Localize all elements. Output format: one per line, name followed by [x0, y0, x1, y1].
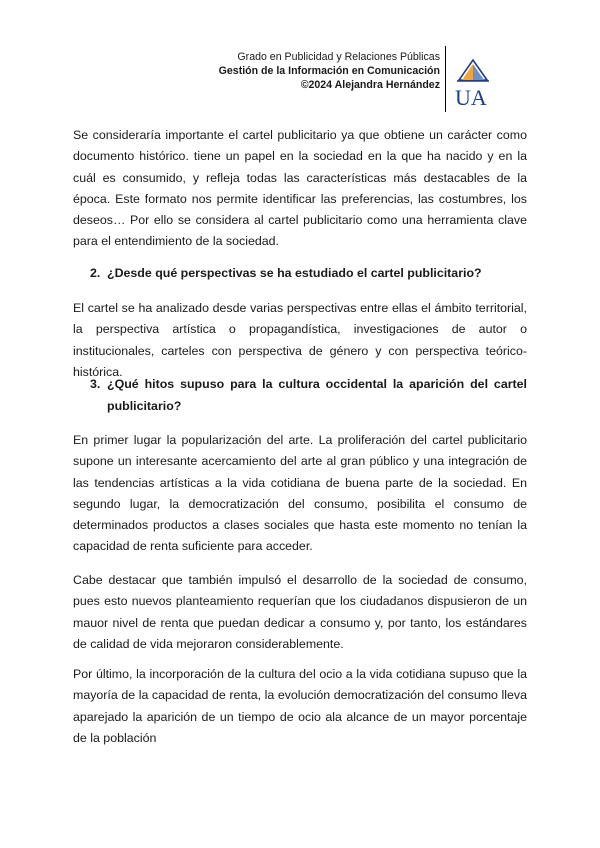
section-heading-3: [90, 374, 527, 417]
heading-text: ¿Desde qué perspectivas se ha estudiado el cartel publicitario?: [107, 266, 482, 280]
header-divider: [445, 46, 446, 112]
university-logo-text: UA: [455, 85, 487, 110]
heading-number: 3.: [90, 377, 101, 391]
paragraph-1: Se consideraría importante el cartel publicitario ya que obtiene un carácter como documento histórico. tiene un papel en la sociedad en la que ha nacido y en la cuál es consumido, y refleja todas las características más destacables de la época. Este formato nos permite identificar las preferencias, las costumbres, los deseos… Por ello se considera al cartel publicitario como una herramienta clave para el entendimiento de la sociedad.: [73, 128, 527, 249]
section-heading-2: [90, 263, 527, 285]
heading-text: ¿Qué hitos supuso para la cultura occidental la aparición del cartel publicitario?: [107, 377, 527, 413]
header-course: Gestión de la Información en Comunicación: [218, 65, 440, 77]
paragraph-5: Por último, la incorporación de la cultura del ocio a la vida cotidiana supuso que la mayoría de la capacidad de renta, la evolución democratización del consumo lleva aparejado la aparición de un tiempo de ocio ala alcance de un mayor porcentaje de la población: [73, 667, 527, 745]
header-degree: Grado en Publicidad y Relaciones Públicas: [237, 51, 440, 63]
page-header: [190, 50, 440, 92]
heading-number: 2.: [90, 266, 101, 280]
paragraph-4: Cabe destacar que también impulsó el desarrollo de la sociedad de consumo, pues esto nuevos planteamiento requerían que los ciudadanos dispusieron de un mauor nivel de renta que puedan dedicar a consumo y, por tanto, los estándares de calidad de vida mejoraron considerablemente.: [73, 573, 527, 651]
paragraph-3: En primer lugar la popularización del arte. La proliferación del cartel publicitario supone un interesante acercamiento del arte al gran público y una integración de las tendencias artísticas a la vida cotidiana de buena parte de la sociedad. En segundo lugar, la democratización del consumo, posibilita el consumo de determinados productos a clases sociales que hasta este momento no tenían la capacidad de renta suficiente para acceder.: [73, 433, 527, 554]
paragraph-2: El cartel se ha analizado desde varias perspectivas entre ellas el ámbito territorial, la perspectiva artística o propagandística, investigaciones de autor o institucionales, carteles con perspectiva de género y con perspectiva teórico-histórica.: [73, 301, 527, 379]
header-author: ©2024 Alejandra Hernández: [300, 79, 440, 91]
